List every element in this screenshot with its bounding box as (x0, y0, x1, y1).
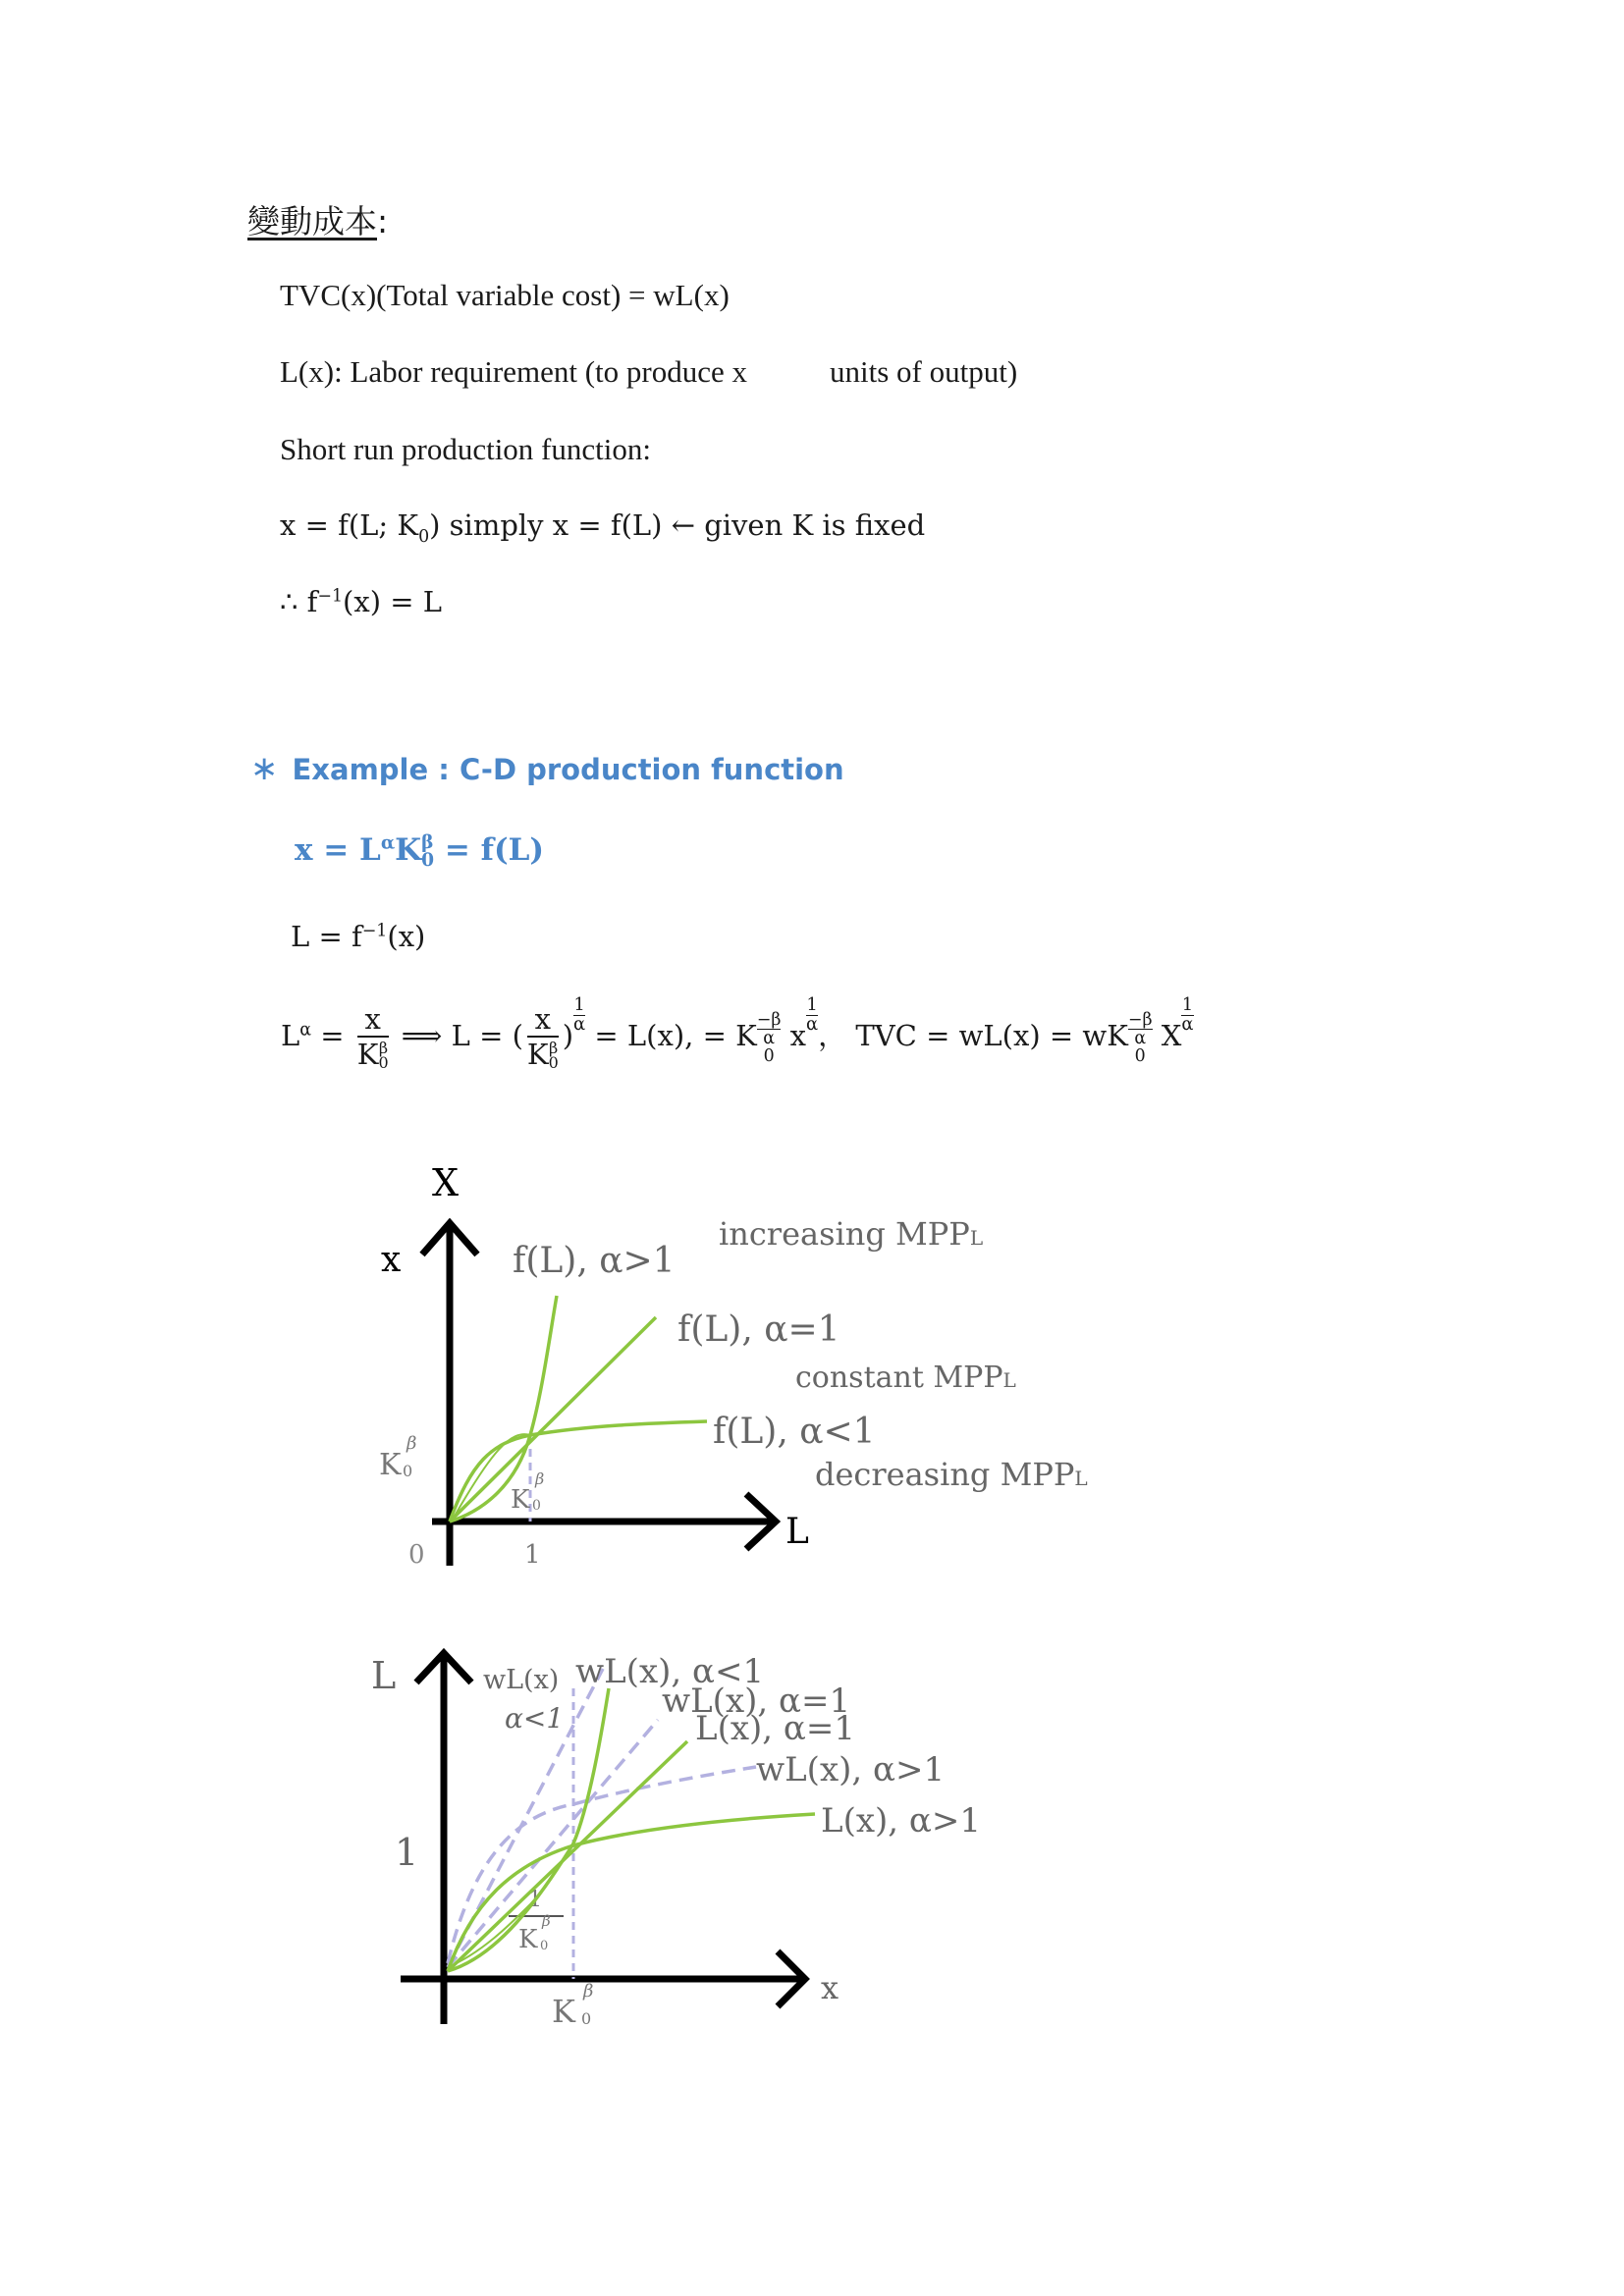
chart2-l-alpha-gt1 (448, 1814, 815, 1971)
svg-text:K: K (518, 1925, 538, 1954)
chart1-curve-alpha-lt1 (450, 1421, 707, 1522)
chart2-label-wl-a: wL(x) (483, 1665, 560, 1695)
svg-text:0: 0 (540, 1939, 549, 1953)
svg-text:1: 1 (528, 1888, 542, 1912)
asterisk-icon: ∗ (250, 749, 279, 788)
svg-text:0: 0 (581, 2009, 592, 2028)
chart2-small-arc (448, 1845, 573, 1967)
chart2-l-alpha-eq1 (448, 1741, 687, 1971)
chart1-tick-one: 1 (524, 1540, 541, 1570)
fraction-x-over-k-2: x K β 0 (526, 1001, 559, 1072)
chart2-y-label: L (371, 1654, 397, 1697)
chart1-ann-increasing: increasing MPPL (719, 1215, 984, 1253)
fraction-x-over-k: x K β 0 (356, 1001, 389, 1072)
l-inverse: $L = f^{-1}(x)$ (291, 920, 426, 953)
svg-text:β: β (406, 1433, 417, 1454)
svg-text:β: β (542, 1912, 551, 1930)
chart2-wl-alpha-eq1-dashed (448, 1720, 658, 1967)
section-heading: 變動成本: (247, 202, 389, 240)
chart2-x-label: x (821, 1969, 839, 2006)
svg-text:0: 0 (403, 1462, 413, 1480)
svg-text:K: K (379, 1448, 402, 1482)
svg-text:β: β (535, 1469, 545, 1488)
chart2-wl-alpha-gt1-dashed (448, 1767, 756, 1963)
short-run-label: Short run production function: (280, 432, 651, 466)
chart1-k-mid-label (511, 1469, 544, 1515)
chart2-label-wl-lt1: wL(x), α<1 (575, 1652, 765, 1691)
production-function: x = f(L; $K_0$) simply x = f(L) ← given K is fixed (280, 508, 926, 547)
chart2-label-wl-b: α<1 (505, 1702, 565, 1735)
chart-labor-requirement (371, 1652, 981, 2030)
svg-text:K: K (511, 1485, 530, 1515)
chart1-ann-constant: constant MPPL (795, 1361, 1016, 1395)
chart1-y-label: x (381, 1240, 402, 1280)
derivation-formula: $L^\alpha$ = x K β 0 ⟹ L = ( x K β 0 ) $\frac{1}{\alpha}$ = L(x), = K $\frac{-\beta}{\alpha}$ 0 x $\frac{1}{\alpha}$ ， TVC = wL(x) = wK $\frac{-\beta}{\alpha}$ 0 X $\frac{1}{\alpha}$ (281, 994, 1194, 1072)
chart1-x-label: L (785, 1512, 809, 1552)
chart2-label-wl-gt1: wL(x), α>1 (756, 1750, 946, 1789)
chart1-y-title: X (432, 1161, 460, 1204)
chart1-label-gt1: f(L), α>1 (513, 1241, 676, 1281)
chart1-ann-decreasing: decreasing MPPL (815, 1456, 1088, 1493)
chart2-label-l-eq1: L(x), α=1 (695, 1709, 855, 1748)
chart1-origin-tick: 0 (408, 1540, 425, 1570)
chart1-k-axis-label (379, 1433, 416, 1482)
labor-requirement: L(x): Labor requirement (to produce x units of output) (280, 354, 1018, 389)
heading-text: 變動成本 (247, 202, 377, 240)
chart2-tick-one: 1 (395, 1831, 419, 1874)
svg-text:K: K (552, 1993, 575, 2030)
chart2-k-axis-label (552, 1981, 593, 2030)
svg-text:0: 0 (532, 1498, 541, 1514)
chart2-label-wl-eq1: wL(x), α=1 (662, 1682, 851, 1721)
example-title: Example : C-D production function (292, 753, 844, 786)
chart-production-curves (379, 1161, 1088, 1570)
cd-function: $x = L^\alpha K$ β 0 = f(L) (295, 831, 545, 871)
chart1-label-lt1: f(L), α<1 (713, 1412, 876, 1452)
tvc-definition: TVC(x)(Total variable cost) = wL(x) (280, 278, 730, 312)
chart1-label-eq1: f(L), α=1 (677, 1309, 840, 1350)
chart1-curve-alpha-eq1 (450, 1317, 656, 1522)
chart2-label-l-gt1: L(x), α>1 (821, 1801, 981, 1841)
inverse-function: ∴ $f^{-1}(x) = L$ (280, 585, 443, 618)
svg-text:β: β (583, 1981, 594, 2002)
